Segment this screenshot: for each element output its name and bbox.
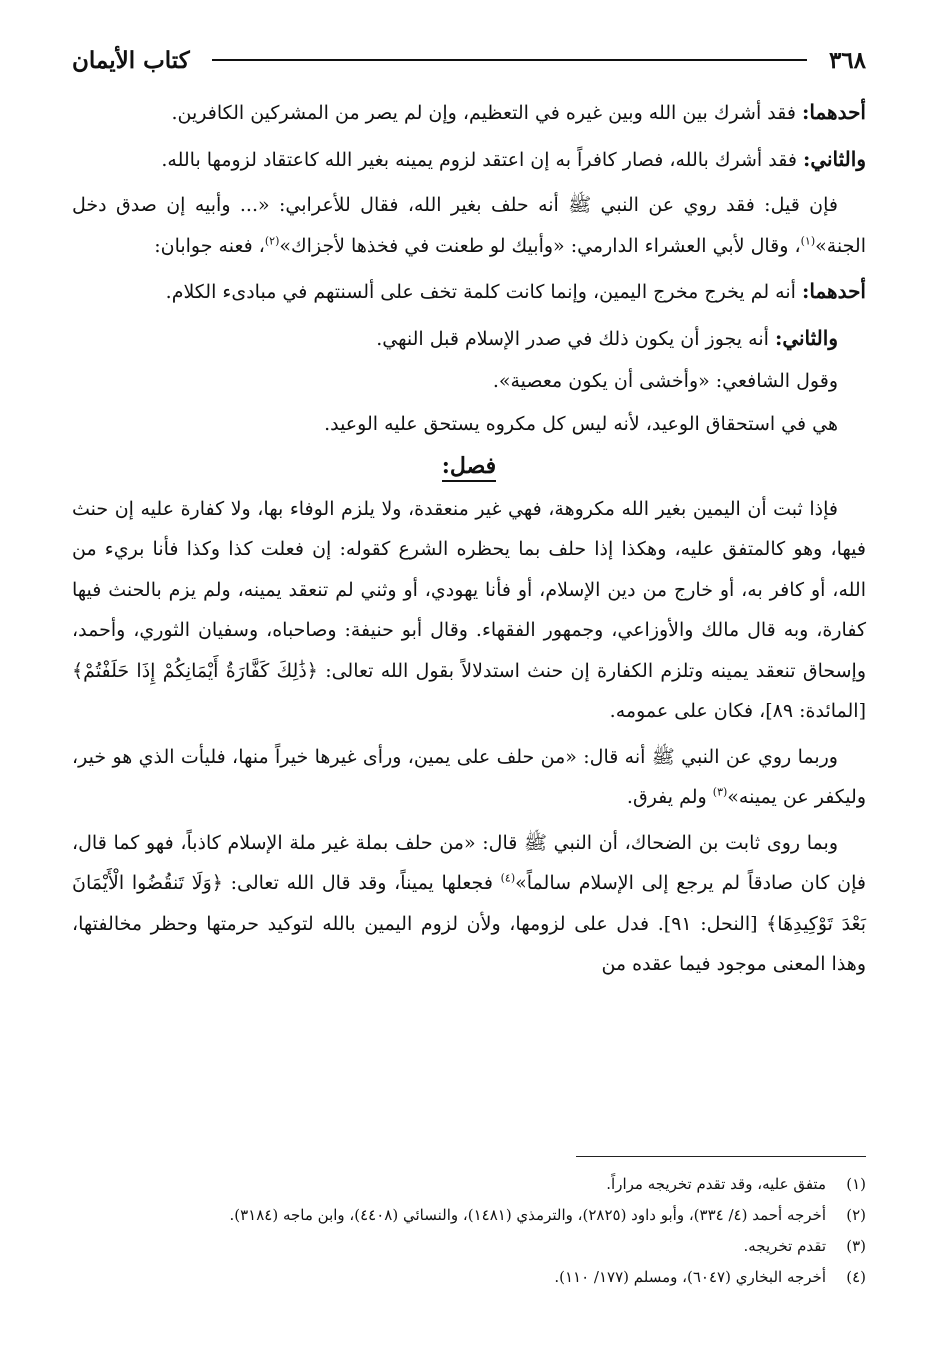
paragraph-lead: أحدهما: <box>801 100 866 124</box>
footnote-number: (٢) <box>846 1206 866 1224</box>
paragraph-text: فقد أشرك بين الله وبين غيره في التعظيم، وإن لم يصر من المشركين الكافرين. <box>171 102 802 124</box>
paragraph-text: ، فعنه جوابان: <box>154 234 265 257</box>
paragraph <box>72 737 866 818</box>
footnote-ref[interactable]: (١) <box>800 234 816 248</box>
footnote <box>72 1232 866 1261</box>
footnote-text: أخرجه أحمد (٤/ ٣٣٤)، وأبو داود (٢٨٢٥)، والترمذي (١٤٨١)، والنسائي (٤٤٠٨)، وابن ماجه (٣١٨٤). <box>229 1206 826 1224</box>
footnote-number: (٣) <box>846 1237 866 1255</box>
paragraph-text: وربما روي عن النبي ﷺ أنه قال: «من حلف على يمين، ورأى غيرها خيراً منها، فليأت الذي هو خير، وليكفر عن يمينه» <box>72 745 866 808</box>
page-number: ٣٦٨ <box>828 46 866 74</box>
footnote <box>72 1263 866 1292</box>
footnote-number: (٤) <box>846 1268 866 1286</box>
paragraph <box>72 92 866 134</box>
footnote-text: تقدم تخريجه. <box>743 1237 826 1255</box>
paragraph-text: فإن قيل: فقد روي عن النبي ﷺ أنه حلف بغير الله، فقال للأعرابي: «... وأبيه إن صدق دخل الجنة» <box>72 194 866 257</box>
paragraph-text: ولم يفرق. <box>626 786 713 808</box>
page-header <box>72 40 866 80</box>
footnote-ref[interactable]: (٢) <box>264 234 280 248</box>
section-title <box>72 446 866 487</box>
paragraph <box>72 185 866 266</box>
footnote <box>72 1201 866 1230</box>
footnote <box>72 1170 866 1199</box>
paragraph-text: وقول الشافعي: «وأخشى أن يكون معصية». <box>492 370 838 392</box>
paragraph <box>72 823 866 985</box>
section-title-text: فصل: <box>442 453 496 482</box>
footnote-ref[interactable]: (٤) <box>500 871 516 885</box>
paragraph <box>72 318 866 360</box>
book-title: كتاب الأيمان <box>72 46 190 74</box>
footnote-number: (١) <box>846 1175 866 1193</box>
paragraph-lead: والثاني: <box>802 146 866 171</box>
paragraph: فإذا ثبت أن اليمين بغير الله مكروهة، فهي غير منعقدة، ولا يلزم الوفاء بها، ولا كفارة عليه إن حنث فيها، وهو كالمتفق عليه، وهكذا إذا حلف بما يحظره الشرع كقوله: إن فعلت كذا وكذا فأنا بريء من الله، أو كافر به، أو خارج من دين الإسلام، أو فأنا يهودي، أو وثني لم تنعقد يمينه، ولم يزم بالحنث فيها كفارة، وبه قال مالك والأوزاعي، وجمهور الفقهاء. وقال أبو حنيفة: وصاحباه، وسفيان الثوري، وأحمد، وإسحاق تنعقد يمينه وتلزم الكفارة إن حنث استدلالاً بقول الله تعالى: ﴿ذَٰلِكَ كَفَّارَةُ أَيْمَانِكُمْ إِذَا حَلَفْتُمْ﴾ [المائدة: ٨٩]، فكان على عمومه. <box>72 497 866 722</box>
paragraph-lead: أحدهما: <box>801 279 866 303</box>
footnote-ref[interactable]: (٣) <box>712 785 728 799</box>
paragraph <box>72 139 866 181</box>
paragraph-text: وبما روى ثابت بن الضحاك، أن النبي ﷺ قال: «من حلف بملة غير ملة الإسلام كاذباً، فهو كما قال، فإن كان صادقاً لم يرجع إلى الإسلام سالماً» <box>72 831 866 894</box>
paragraph-lead: والثاني: <box>774 325 838 350</box>
main-text <box>72 92 866 990</box>
footnote-text: أخرجه البخاري (٦٠٤٧)، ومسلم (١٧٧/ ١١٠). <box>554 1268 826 1286</box>
paragraph-text: هي في استحقاق الوعيد، لأنه ليس كل مكروه يستحق عليه الوعيد. <box>324 412 838 435</box>
paragraph-text: فجعلها يميناً، وقد قال الله تعالى: ﴿وَلَا تَنقُضُوا الْأَيْمَانَ بَعْدَ تَوْكِيدِهَا﴾ [النحل: ٩١]. فدل على لزومها، ولأن لزوم اليمين بالله لتوكيد حرمتها وحظر مخالفتها، وهذا المعنى موجود فيما عقده من <box>72 872 866 975</box>
paragraph-text: فقد أشرك بالله، فصار كافراً به إن اعتقد لزوم يمينه بغير الله كاعتقاد لزومها بالله. <box>161 148 803 171</box>
footnotes <box>72 1170 866 1294</box>
paragraph <box>72 404 866 445</box>
paragraph-text: أنه يجوز أن يكون ذلك في صدر الإسلام قبل النهي. <box>376 327 775 350</box>
paragraph <box>72 361 866 402</box>
paragraph <box>72 271 866 313</box>
footnote-text: متفق عليه، وقد تقدم تخريجه مراراً. <box>606 1175 826 1193</box>
header-rule <box>212 59 807 61</box>
paragraph-text: أنه لم يخرج مخرج اليمين، وإنما كانت كلمة تخف على ألسنتهم في مبادىء الكلام. <box>165 281 802 303</box>
paragraph-text: ، وقال لأبي العشراء الدارمي: «وأبيك لو طعنت في فخذها لأجزاك» <box>279 234 801 257</box>
footnote-separator <box>576 1156 866 1157</box>
